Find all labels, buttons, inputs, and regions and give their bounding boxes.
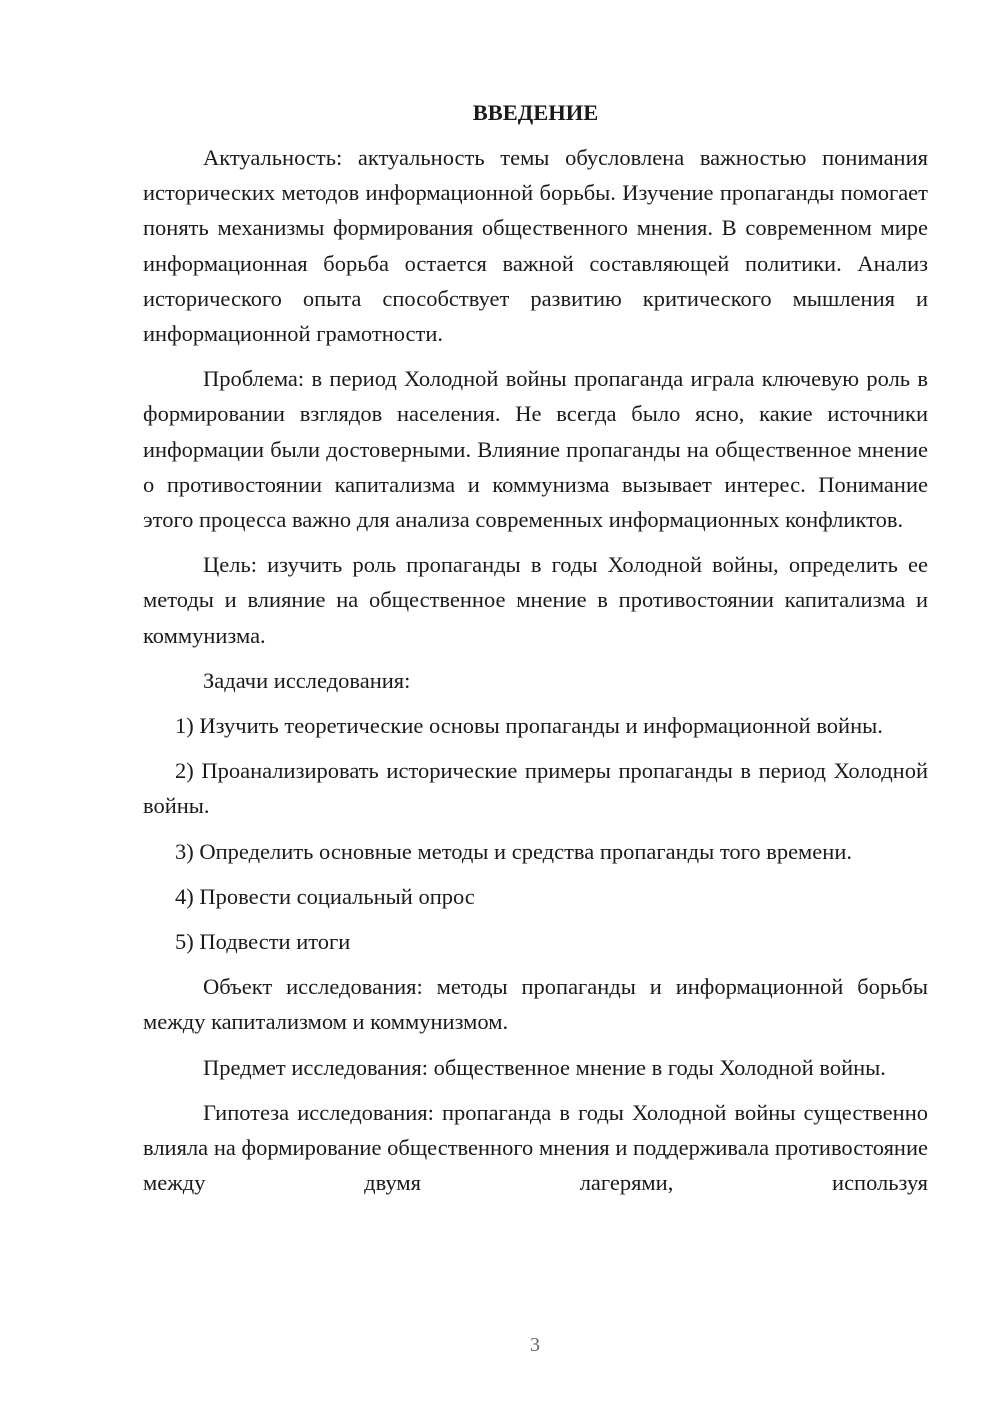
- tasks-heading: Задачи исследования:: [203, 667, 411, 693]
- paragraph-relevance: Актуальность: актуальность темы обусловлена важностью понимания исторических методов информационной борьбы. Изучение пропаганды помогает понять механизмы формирования общественного мнения. В современном мире информационная борьба остается важной составляющей политики. Анализ исторического опыта способствует развитию критического мышления и информационной грамотности.: [143, 145, 928, 347]
- paragraph-subject: Предмет исследования: общественное мнение в годы Холодной войны.: [203, 1054, 886, 1080]
- tasks-list: [143, 708, 928, 959]
- document-body: [143, 95, 928, 1200]
- paragraph-object: Объект исследования: методы пропаганды и информационной борьбы между капитализмом и коммунизмом.: [143, 974, 928, 1035]
- list-item: 4) Провести социальный опрос: [175, 883, 475, 909]
- paragraph-problem: Проблема: в период Холодной войны пропаганда играла ключевую роль в формировании взглядов населения. Не всегда было ясно, какие источники информации были достоверными. Влияние пропаганды на общественное мнение о противостоянии капитализма и коммунизма вызывает интерес. Понимание этого процесса важно для анализа современных информационных конфликтов.: [143, 366, 928, 533]
- paragraph-goal: Цель: изучить роль пропаганды в годы Холодной войны, определить ее методы и влияние на общественное мнение в противостоянии капитализма и коммунизма.: [143, 552, 928, 648]
- list-item: 3) Определить основные методы и средства пропаганды того времени.: [175, 838, 852, 864]
- list-item: 1) Изучить теоретические основы пропаганды и информационной войны.: [175, 713, 883, 739]
- page-number: 3: [530, 1334, 540, 1356]
- list-item: 2) Проанализировать исторические примеры пропаганды в период Холодной войны.: [143, 758, 928, 819]
- section-title: ВВЕДЕНИЕ: [472, 100, 599, 125]
- paragraph-hypothesis: Гипотеза исследования: пропаганда в годы Холодной войны существенно влияла на формирование общественного мнения и поддерживала противостояние между двумя лагерями, используя: [143, 1099, 928, 1196]
- list-item: 5) Подвести итоги: [175, 929, 351, 955]
